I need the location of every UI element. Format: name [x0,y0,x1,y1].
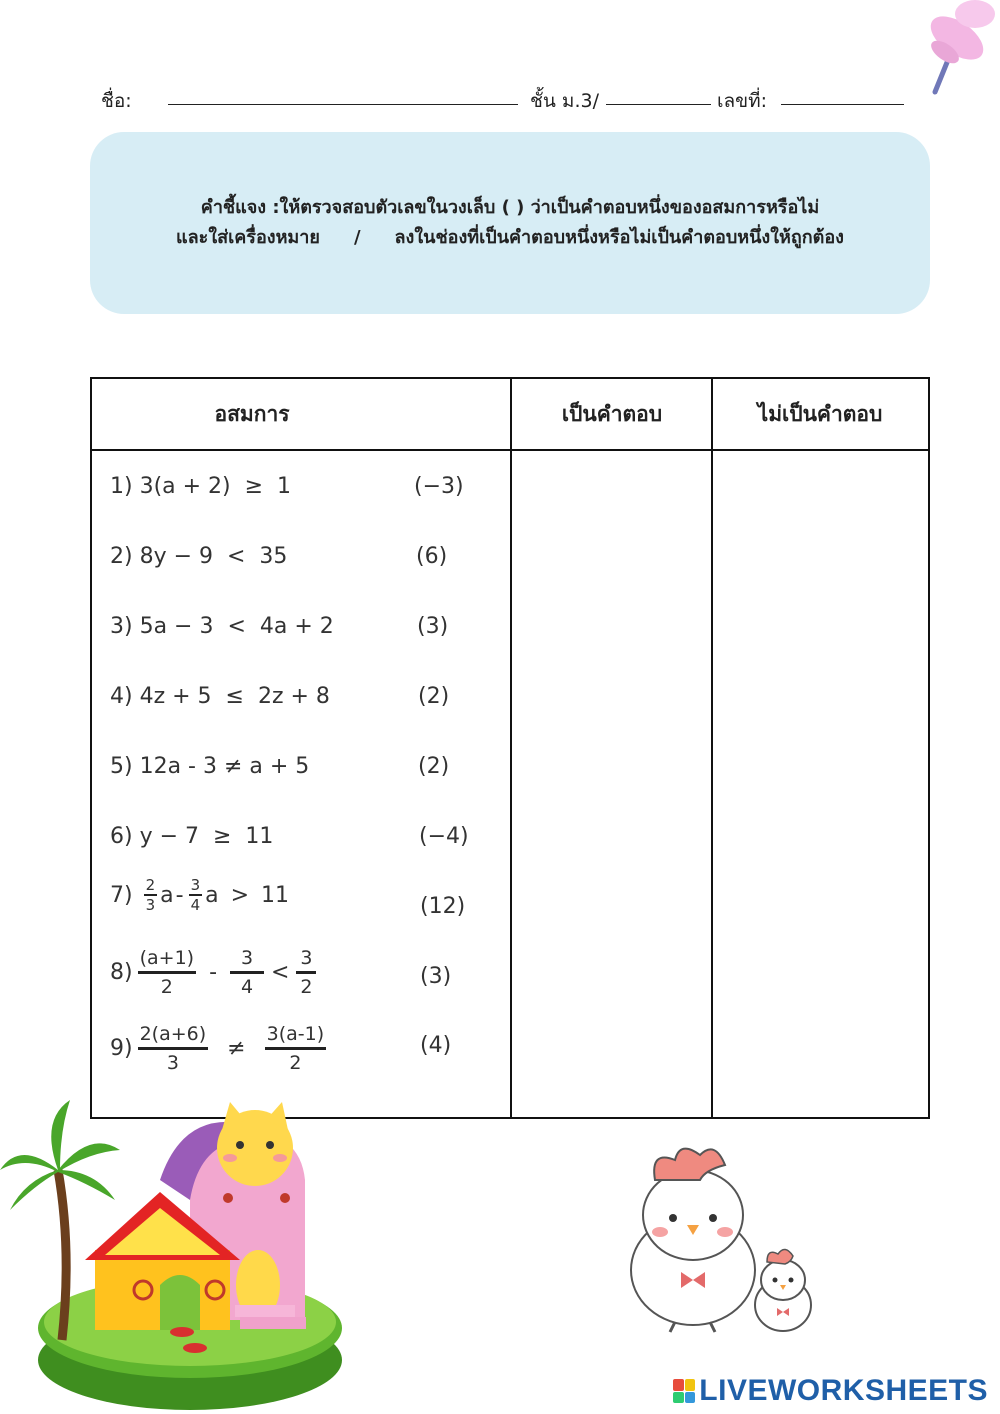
inequality-text: 5) 12a - 3 ≠ a + 5 [110,754,310,779]
fraction: $\frac{3}{2}$ [296,945,316,1000]
row-number: 7) [110,882,133,908]
header-is-answer: เป็นคำตอบ [561,401,663,426]
table-row [110,754,309,779]
name-label: ชื่อ: [101,90,132,112]
number-label: เลขที่: [717,90,768,112]
check-mark-symbol: / [353,227,361,248]
fraction: $\frac{(a+1)}{2}$ [139,947,195,998]
table-row [110,614,334,639]
candidate-value: (3) [420,964,452,989]
push-pin-icon [905,0,1000,100]
table-row [110,684,330,709]
inequality-text: 4) 4z + 5 ≤ 2z + 8 [110,684,330,709]
not-answer-column[interactable] [714,452,926,1116]
table-row [110,824,273,849]
header-inequality: อสมการ [214,401,290,426]
candidate-value: (12) [420,894,466,919]
candidate-value: (−4) [419,824,469,849]
relation: ≠ [227,1036,246,1061]
relation: > [230,882,250,908]
logo-icon [673,1379,695,1403]
inequality-table [90,377,930,1119]
logo-text: LIVEWORKSHEETS [699,1374,988,1407]
variable: a [160,882,174,908]
instructions-box [90,132,930,314]
operator: - [175,882,184,908]
inequality-text: 3) 5a − 3 < 4a + 2 [110,614,334,639]
chickens-illustration [615,1140,825,1340]
is-answer-column[interactable] [512,452,710,1116]
row-number: 8) [110,960,133,985]
class-label: ชั้น ม.3/ [530,90,599,112]
instructions-line-1: คำชี้แจง :ให้ตรวจสอบตัวเลขในวงเล็บ ( ) ว่าเป็นคำตอบหนึ่งของอสมการหรือไม่ [200,197,820,218]
instructions-line-2b: ลงในช่องที่เป็นคำตอบหนึ่งหรือไม่เป็นคำตอบหนึ่งให้ถูกต้อง [394,227,844,248]
inequality-text: 2) 8y − 9 < 35 [110,544,288,569]
table-row [110,474,291,499]
instructions-line-2 [176,223,844,253]
fraction: $\frac{2}{3}$ [145,876,156,914]
table-row [110,945,319,1000]
candidate-value: (3) [417,614,449,639]
rhs-value: 11 [261,882,290,908]
candidate-value: (−3) [414,474,464,499]
candidate-value: (6) [416,544,448,569]
fraction: $\frac{3}{4}$ [190,876,201,914]
candidate-value: (2) [418,684,450,709]
table-row [110,876,289,914]
fraction: $\frac{3(a-1)}{2}$ [266,1023,325,1074]
operator: - [209,960,218,985]
relation: < [271,960,290,985]
inequality-text: 6) y − 7 ≥ 11 [110,824,274,849]
table-row [110,1021,329,1076]
table-row [110,544,287,569]
variable: a [205,882,219,908]
candidate-value: (2) [418,754,450,779]
header-not-answer: ไม่เป็นคำตอบ [757,401,883,426]
candidate-value: (4) [420,1033,452,1058]
house-island-illustration [0,1100,360,1414]
fraction: $\frac{2(a+6)}{3}$ [139,1023,207,1074]
inequality-text: 1) 3(a + 2) ≥ 1 [110,474,292,499]
name-field[interactable] [168,104,518,105]
number-field[interactable] [781,104,904,105]
liveworksheets-logo [673,1374,988,1408]
fraction: $\frac{3}{4}$ [230,945,264,1000]
row-number: 9) [110,1036,133,1061]
class-field[interactable] [606,104,711,105]
instructions-line-2a: และใส่เครื่องหมาย [176,227,320,248]
